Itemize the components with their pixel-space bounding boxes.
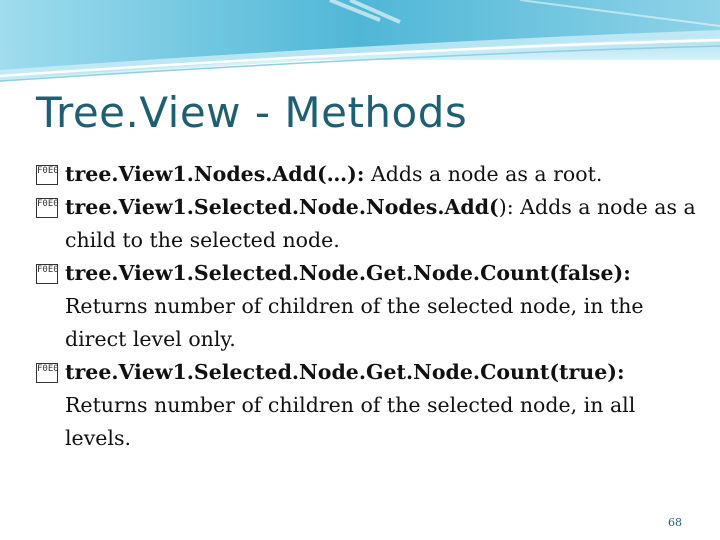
- bullet-text: Returns number of children of the selected node, in all levels.: [65, 393, 636, 450]
- bullet-text: ): Adds a node as a child to the selected node.: [65, 195, 696, 252]
- bullet-marker-icon: F0E0: [36, 264, 58, 284]
- bullet-list: [36, 158, 696, 455]
- header-banner: [0, 0, 720, 92]
- bullet-item: [36, 158, 696, 191]
- bullet-item: [36, 191, 696, 257]
- bullet-marker-icon: F0E0: [36, 165, 58, 185]
- bullet-marker-icon: F0E0: [36, 198, 58, 218]
- slide-title: Tree.View - Methods: [36, 88, 468, 137]
- bullet-code: tree.View1.Nodes.Add(…):: [65, 162, 365, 186]
- bullet-item: [36, 257, 696, 356]
- page-number: 68: [668, 516, 682, 529]
- bullet-item: [36, 356, 696, 455]
- bullet-code: tree.View1.Selected.Node.Get.Node.Count(true):: [65, 360, 625, 384]
- bullet-text: Returns number of children of the selected node, in the direct level only.: [65, 294, 644, 351]
- bullet-marker-icon: F0E0: [36, 363, 58, 383]
- bullet-code: tree.View1.Selected.Node.Get.Node.Count(false):: [65, 261, 631, 285]
- bullet-text: Adds a node as a root.: [364, 162, 603, 186]
- bullet-code: tree.View1.Selected.Node.Nodes.Add(: [65, 195, 499, 219]
